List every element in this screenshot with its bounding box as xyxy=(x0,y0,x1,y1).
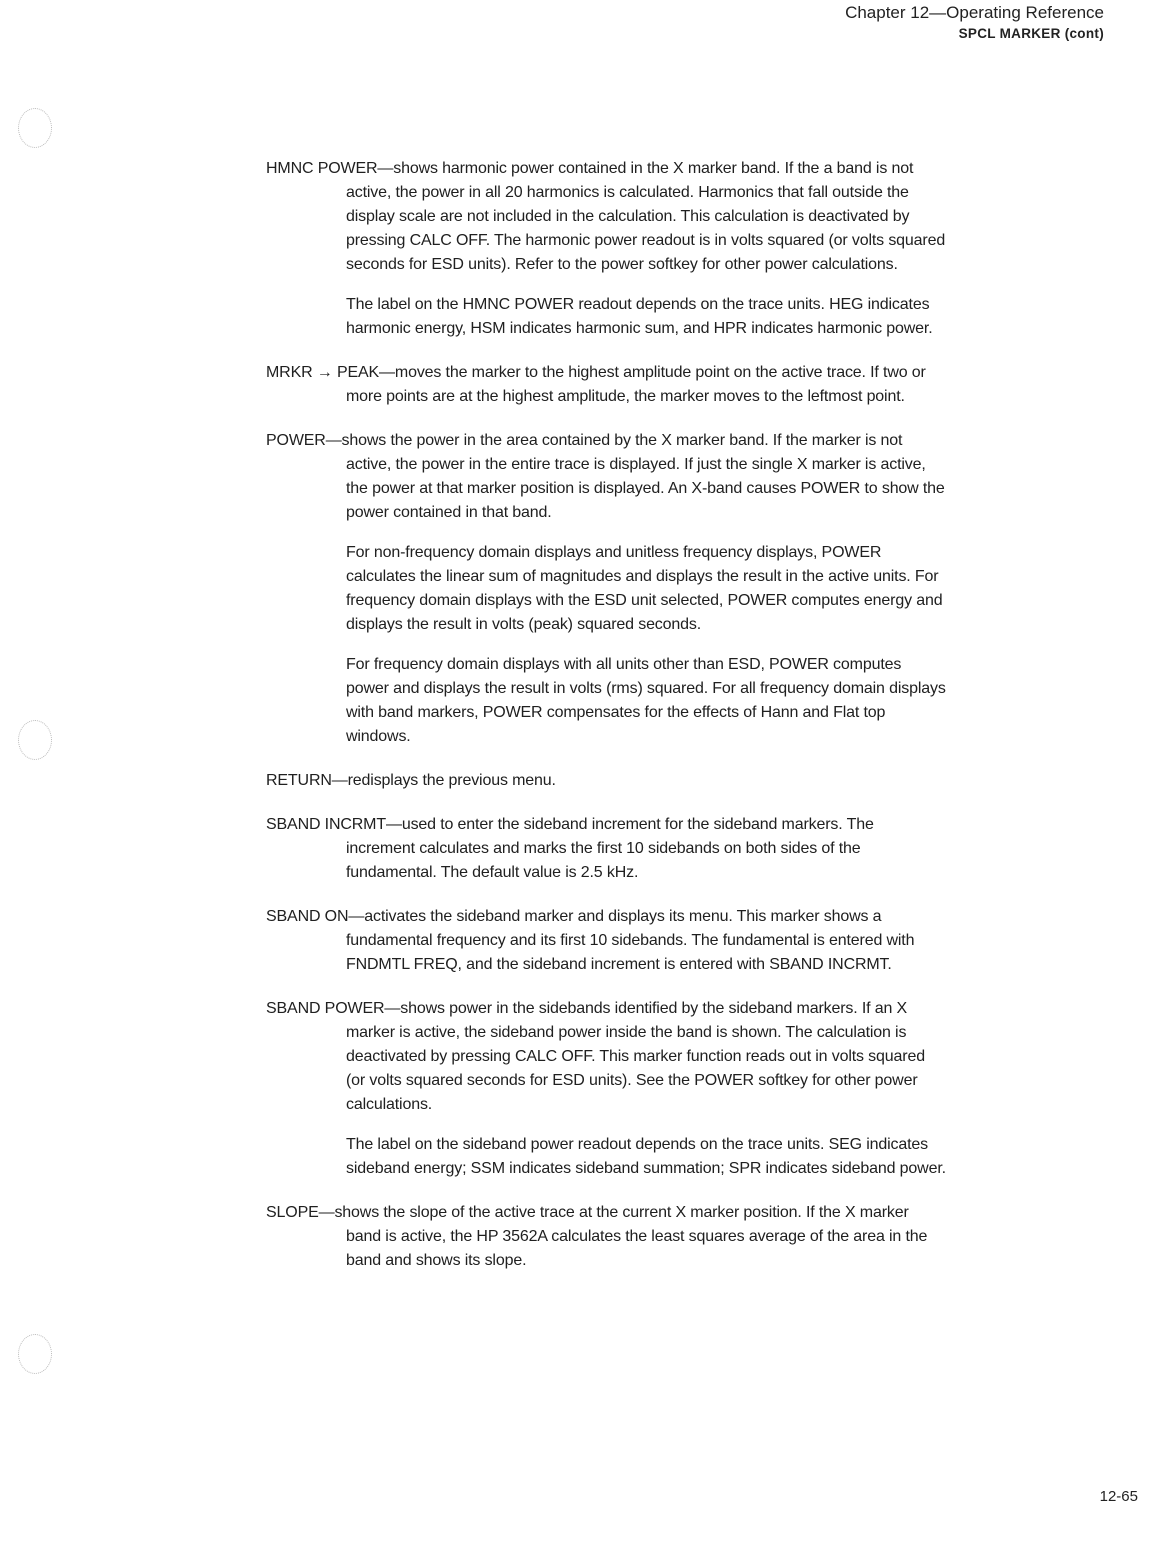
page-number: 12-65 xyxy=(1099,1488,1138,1505)
entry-power-non-frequency: For non-frequency domain displays and unitless frequency displays, POWER calculates the linear sum of magnitudes and displays the result in the active units. For frequency domain displays with the ESD unit selected, POWER computes energy and displays the result in volts (peak) squared seconds. xyxy=(346,544,943,633)
punch-hole-bottom xyxy=(18,1334,52,1374)
entry-hmnc-power-label: The label on the HMNC POWER readout depends on the trace units. HEG indicates harmonic energy, HSM indicates harmonic sum, and HPR indicates harmonic power. xyxy=(346,296,933,337)
entry-sband-power: SBAND POWER—shows power in the sidebands identified by the sideband markers. If an X marker is active, the sideband power inside the band is shown. The calculation is deactivated by pressing CALC OFF. This marker function reads out in volts squared (or volts squared seconds for ESD units). See the POWER softkey for other power calculations. xyxy=(266,1000,925,1113)
entry-sband-on: SBAND ON—activates the sideband marker and displays its menu. This marker shows a fundamental frequency and its first 10 sidebands. The fundamental is entered with FNDMTL FREQ, and the sideband increment is entered with SBAND INCRMT. xyxy=(266,908,915,973)
punch-hole-top xyxy=(18,108,52,148)
entry-sband-incrmt: SBAND INCRMT—used to enter the sideband increment for the sideband markers. The increment calculates and marks the first 10 sidebands on both sides of the fundamental. The default value is 2.5 kHz. xyxy=(266,816,874,881)
chapter-title: Chapter 12—Operating Reference xyxy=(845,3,1104,22)
entry-power: POWER—shows the power in the area contained by the X marker band. If the marker is not active, the power in the entire trace is displayed. If just the single X marker is active, the power at that marker position is displayed. An X-band causes POWER to show the power contained in that band. xyxy=(266,432,945,521)
entry-slope: SLOPE—shows the slope of the active trace at the current X marker position. If the X marker band is active, the HP 3562A calculates the least squares average of the area in the band and shows its slope. xyxy=(266,1204,928,1269)
punch-hole-middle xyxy=(18,720,52,760)
entry-mrkr-peak: MRKR → PEAK—moves the marker to the highest amplitude point on the active trace. If two or more points are at the highest amplitude, the marker moves to the leftmost point. xyxy=(266,364,926,405)
entry-sband-power-label: The label on the sideband power readout depends on the trace units. SEG indicates sideband energy; SSM indicates sideband summation; SPR indicates sideband power. xyxy=(346,1136,946,1177)
entry-return: RETURN—redisplays the previous menu. xyxy=(266,772,556,789)
section-title: SPCL MARKER (cont) xyxy=(958,26,1104,41)
page-body xyxy=(266,157,946,1293)
entry-hmnc-power: HMNC POWER—shows harmonic power contained in the X marker band. If the a band is not active, the power in all 20 harmonics is calculated. Harmonics that fall outside the display scale are not included in the calculation. This calculation is deactivated by pressing CALC OFF. The harmonic power readout is in volts squared (or volts squared seconds for ESD units). Refer to the power softkey for other power calculations. xyxy=(266,160,946,273)
entry-power-frequency: For frequency domain displays with all units other than ESD, POWER computes power and displays the result in volts (rms) squared. For all frequency domain displays with band markers, POWER compensates for the effects of Hann and Flat top windows. xyxy=(346,656,946,745)
page-header xyxy=(845,2,1104,44)
